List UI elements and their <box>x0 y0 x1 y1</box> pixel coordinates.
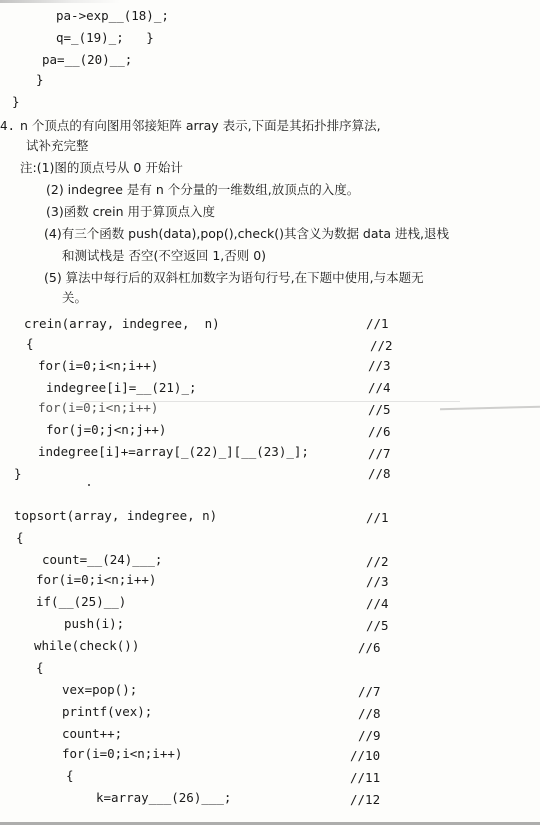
crein-code-line: } <box>14 466 22 481</box>
crein-line-number: //7 <box>368 446 391 461</box>
topsort-code-line: while(check()) <box>34 638 140 653</box>
crein-code-line: for(i=0;i<n;i++) <box>38 358 159 373</box>
topsort-code-line: for(i=0;i<n;i++) <box>36 572 157 587</box>
code-close-brace: } <box>36 72 44 87</box>
topsort-line-number: //12 <box>350 792 381 807</box>
topsort-line-number: //5 <box>366 618 389 633</box>
topsort-code-line: for(i=0;i<n;i++) <box>62 746 183 761</box>
topsort-line-number: //4 <box>366 596 389 611</box>
crein-line-number: //4 <box>368 380 391 395</box>
scan-speck <box>88 484 90 486</box>
note-5-cont: 关。 <box>62 290 88 305</box>
note-3: (3)函数 crein 用于算顶点入度 <box>46 204 215 219</box>
crein-code-line: for(j=0;j<n;j++) <box>46 422 167 437</box>
topsort-code-line: { <box>66 768 74 783</box>
crein-line-number: //8 <box>368 466 391 481</box>
question-number: 4. <box>0 118 16 133</box>
scan-smudge <box>80 401 460 402</box>
note-5: (5) 算法中每行后的双斜杠加数字为语句行号,在下题中使用,与本题无 <box>44 270 424 285</box>
note-1: 注:(1)图的顶点号从 0 开始计 <box>20 160 183 175</box>
crein-line-number: //6 <box>368 424 391 439</box>
scan-edge-top <box>0 0 120 3</box>
topsort-line-number: //10 <box>350 748 381 763</box>
topsort-code-line: count++; <box>62 726 123 741</box>
topsort-code-line: { <box>16 530 24 545</box>
code-close-brace: } <box>12 94 20 109</box>
topsort-line-number: //6 <box>358 640 381 655</box>
crein-line-number: //3 <box>368 358 391 373</box>
crein-code-line: indegree[i]+=array[_(22)_][__(23)_]; <box>38 444 309 459</box>
scan-smudge <box>440 406 540 411</box>
topsort-code-line: topsort(array, indegree, n) <box>14 508 218 523</box>
note-2: (2) indegree 是有 n 个分量的一维数组,放顶点的入度。 <box>46 182 360 197</box>
question-title: n 个顶点的有向图用邻接矩阵 array 表示,下面是其拓扑排序算法, <box>20 118 381 133</box>
topsort-line-number: //1 <box>366 510 389 525</box>
crein-line-number: //1 <box>366 316 389 331</box>
note-4-cont: 和测试栈是 否空(不空返回 1,否则 0) <box>62 248 267 263</box>
topsort-code-line: vex=pop(); <box>62 682 138 697</box>
topsort-line-number: //2 <box>366 554 389 569</box>
topsort-line-number: //11 <box>350 770 381 785</box>
note-4: (4)有三个函数 push(data),pop(),check()其含义为数据 data 进栈,退栈 <box>44 226 450 241</box>
code-line-19: q=_(19)_; } <box>56 30 154 45</box>
crein-code-line: { <box>26 336 34 351</box>
crein-code-line: indegree[i]=__(21)_; <box>46 380 197 395</box>
topsort-line-number: //7 <box>358 684 381 699</box>
code-line-20: pa=__(20)__; <box>42 52 133 67</box>
topsort-code-line: { <box>36 660 44 675</box>
crein-line-number: //2 <box>370 338 393 353</box>
topsort-code-line: push(i); <box>64 616 125 631</box>
topsort-code-line: if(__(25)__) <box>36 594 127 609</box>
crein-code-line: crein(array, indegree, n) <box>24 316 220 331</box>
crein-line-number: //5 <box>368 402 391 417</box>
topsort-code-line: count=__(24)___; <box>42 552 163 567</box>
topsort-line-number: //8 <box>358 706 381 721</box>
code-line-18: pa->exp__(18)_; <box>56 8 169 23</box>
topsort-code-line: printf(vex); <box>62 704 153 719</box>
topsort-code-line: k=array___(26)___; <box>96 790 232 805</box>
topsort-line-number: //9 <box>358 728 381 743</box>
crein-code-line: for(i=0;i<n;i++) <box>38 400 159 415</box>
topsort-line-number: //3 <box>366 574 389 589</box>
question-title-cont: 试补充完整 <box>26 138 89 153</box>
